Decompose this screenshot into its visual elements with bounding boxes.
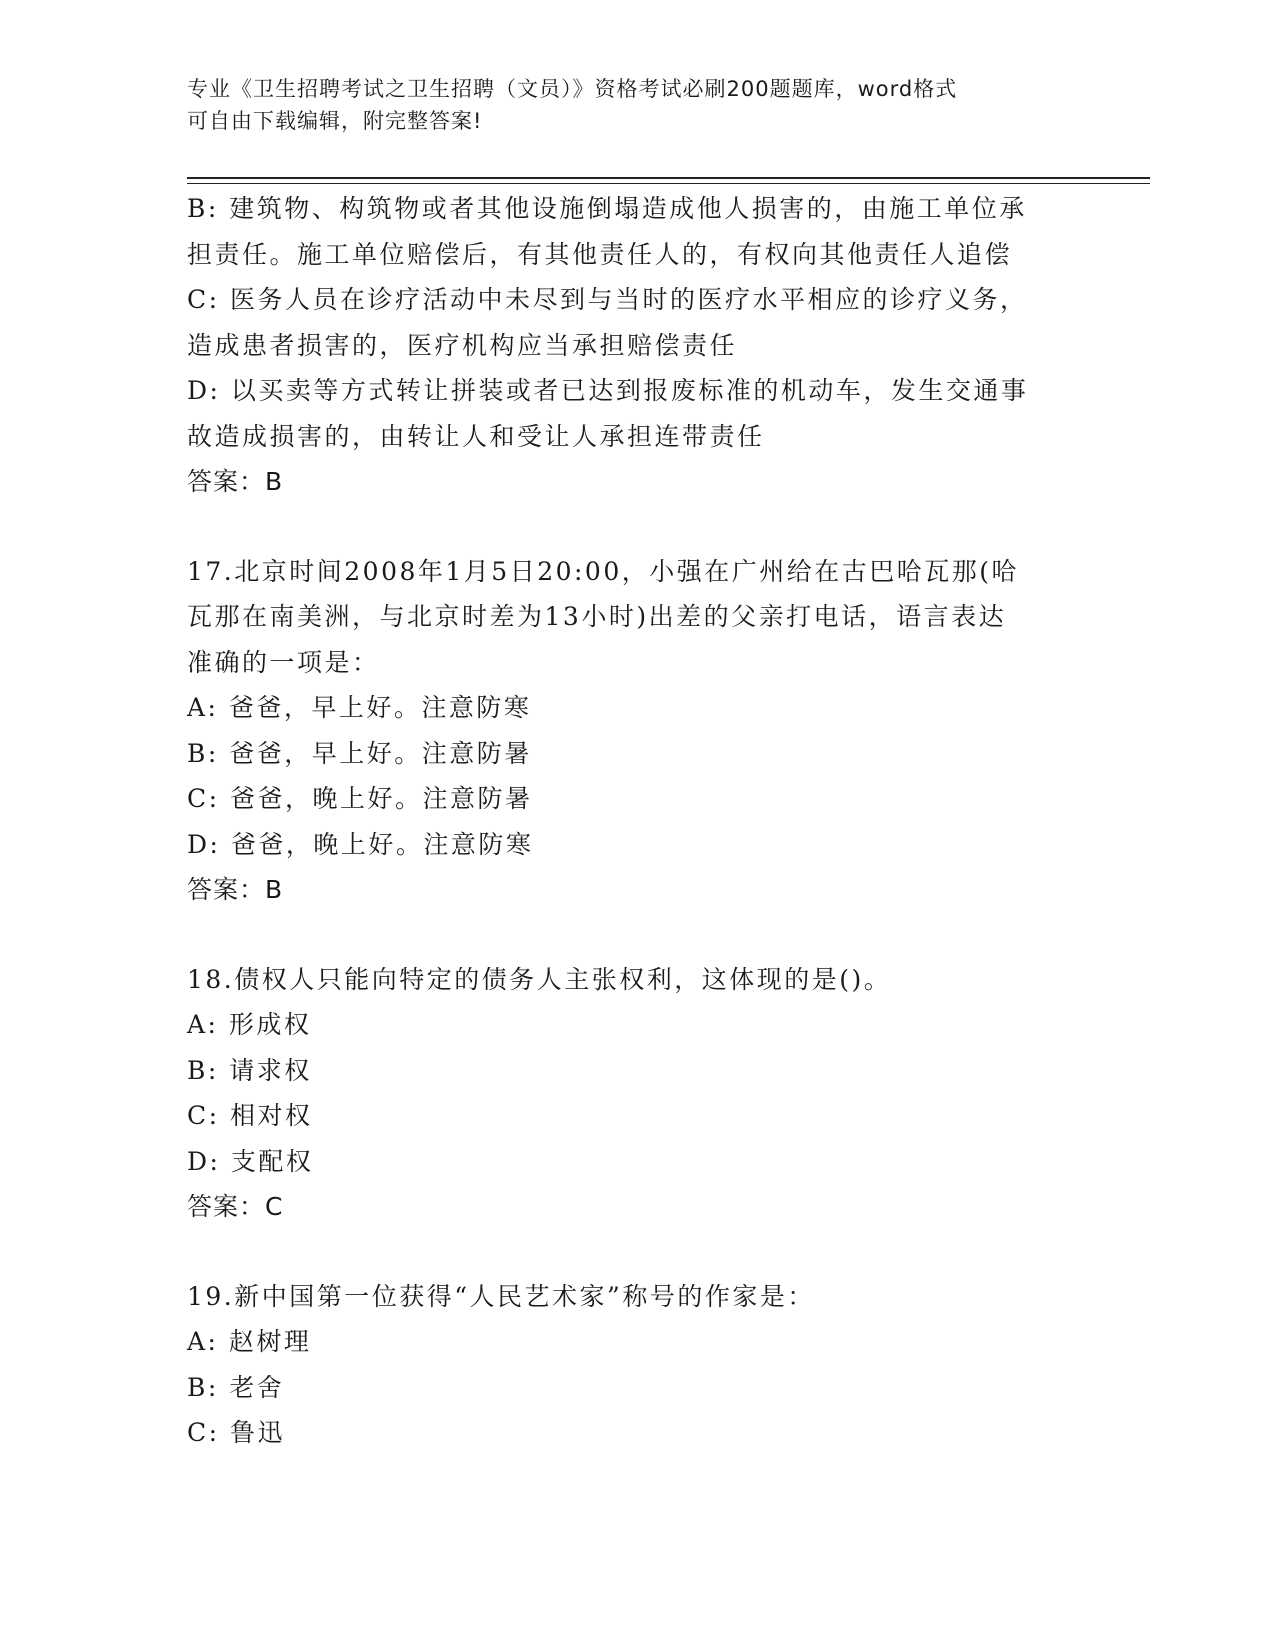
question-stem-line: 瓦那在南美洲，与北京时差为13小时)出差的父亲打电话，语言表达 bbox=[187, 602, 1007, 631]
answer-line: 答案：C bbox=[187, 1192, 284, 1221]
option-a: A: 赵树理 bbox=[187, 1327, 312, 1356]
header-line-2: 可自由下载编辑，附完整答案! bbox=[187, 109, 483, 133]
question-content bbox=[187, 186, 1087, 1456]
option-line: D: 以买卖等方式转让拼装或者已达到报废标准的机动车，发生交通事 bbox=[187, 376, 1029, 405]
option-line: 担责任。施工单位赔偿后，有其他责任人的，有权向其他责任人追偿 bbox=[187, 239, 1013, 269]
option-b: B: 请求权 bbox=[187, 1055, 312, 1085]
option-a: A: 爸爸，早上好。注意防寒 bbox=[187, 693, 532, 722]
option-line: C: 医务人员在诊疗活动中未尽到与当时的医疗水平相应的诊疗义务， bbox=[187, 285, 1028, 314]
question-16-tail bbox=[187, 186, 1087, 505]
option-c: C: 爸爸，晚上好。注意防暑 bbox=[187, 784, 533, 813]
option-d: D: 支配权 bbox=[187, 1146, 314, 1176]
header-rule-thick bbox=[187, 177, 1150, 179]
question-spacer bbox=[187, 1230, 1087, 1274]
answer-line: 答案：B bbox=[187, 467, 284, 496]
question-18 bbox=[187, 957, 1087, 1230]
answer-line: 答案：B bbox=[187, 875, 284, 904]
question-stem-line: 准确的一项是： bbox=[187, 647, 380, 677]
option-c: C: 鲁迅 bbox=[187, 1418, 285, 1447]
question-spacer bbox=[187, 505, 1087, 549]
question-stem-line: 17.北京时间2008年1月5日20:00，小强在广州给在古巴哈瓦那(哈 bbox=[187, 556, 1019, 586]
question-17 bbox=[187, 549, 1087, 913]
option-c: C: 相对权 bbox=[187, 1101, 313, 1130]
option-line: B: 建筑物、构筑物或者其他设施倒塌造成他人损害的，由施工单位承 bbox=[187, 194, 1027, 223]
option-b: B: 老舍 bbox=[187, 1372, 285, 1402]
question-stem-line: 19.新中国第一位获得“人民艺术家”称号的作家是： bbox=[187, 1281, 815, 1311]
document-header bbox=[187, 73, 1067, 137]
option-a: A: 形成权 bbox=[187, 1010, 312, 1039]
question-stem-line: 18.债权人只能向特定的债务人主张权利，这体现的是()。 bbox=[187, 964, 892, 994]
option-line: 故造成损害的，由转让人和受让人承担连带责任 bbox=[187, 421, 765, 451]
option-d: D: 爸爸，晚上好。注意防寒 bbox=[187, 829, 534, 859]
question-19 bbox=[187, 1274, 1087, 1456]
option-b: B: 爸爸，早上好。注意防暑 bbox=[187, 738, 532, 768]
header-line-1: 专业《卫生招聘考试之卫生招聘（文员）》资格考试必刷200题题库，word格式 bbox=[187, 77, 958, 101]
header-rule-thin bbox=[187, 183, 1150, 184]
question-spacer bbox=[187, 913, 1087, 957]
option-line: 造成患者损害的，医疗机构应当承担赔偿责任 bbox=[187, 330, 738, 360]
